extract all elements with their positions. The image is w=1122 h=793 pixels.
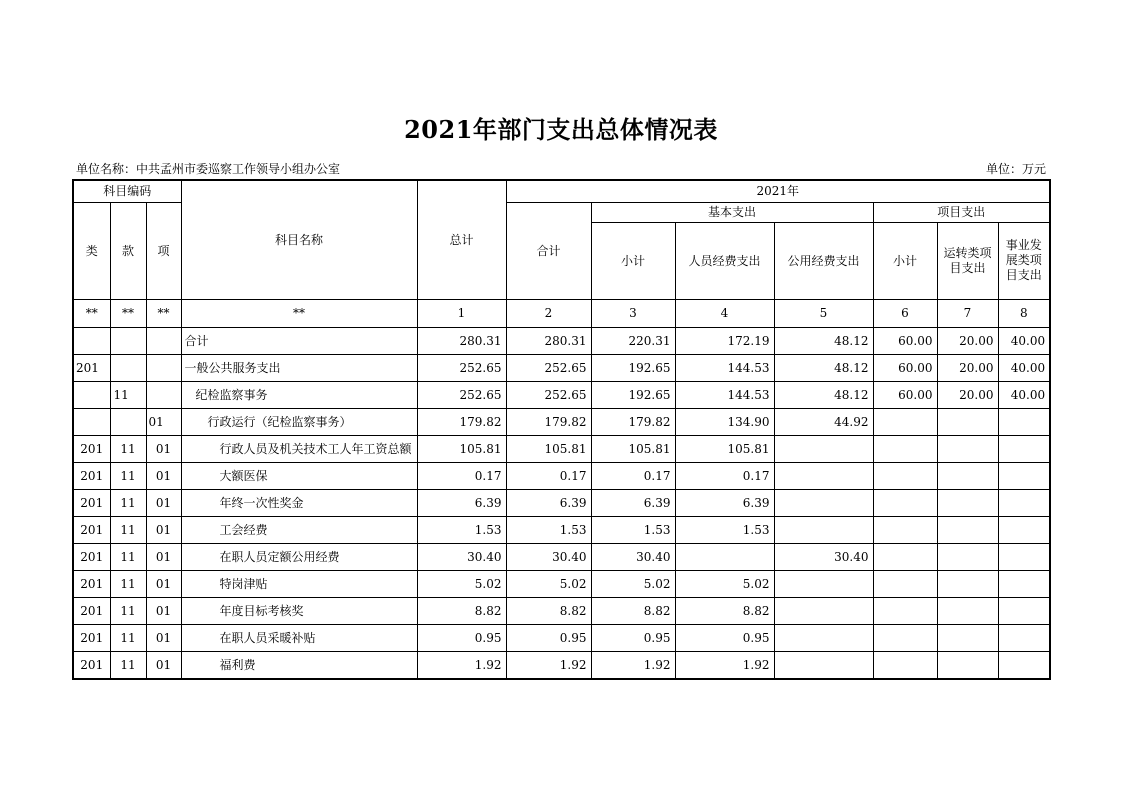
cell-basic-subtotal: 0.17	[591, 462, 675, 489]
cell-public	[774, 462, 873, 489]
cell-transfer: 20.00	[937, 327, 998, 354]
cell-basic-subtotal: 0.95	[591, 624, 675, 651]
cell-development: 40.00	[998, 354, 1050, 381]
cell-development	[998, 570, 1050, 597]
header-total: 总计	[417, 180, 506, 299]
cell-lei: 201	[73, 354, 110, 381]
cell-total: 1.53	[417, 516, 506, 543]
cell-heji: 0.95	[506, 624, 591, 651]
table-row	[73, 435, 1050, 462]
cell-development	[998, 597, 1050, 624]
cell-subject-name: 纪检监察事务	[181, 381, 417, 408]
cell-project-subtotal	[873, 624, 937, 651]
header-basic-subtotal: 小计	[591, 222, 675, 299]
index-cell: 4	[675, 299, 774, 327]
cell-project-subtotal	[873, 435, 937, 462]
table-row	[73, 543, 1050, 570]
cell-kuan: 11	[110, 570, 146, 597]
cell-public: 48.12	[774, 327, 873, 354]
cell-heji: 6.39	[506, 489, 591, 516]
index-cell: 6	[873, 299, 937, 327]
cell-development	[998, 651, 1050, 679]
cell-personnel: 1.92	[675, 651, 774, 679]
cell-project-subtotal	[873, 462, 937, 489]
cell-subject-name: 在职人员采暖补贴	[181, 624, 417, 651]
cell-lei: 201	[73, 624, 110, 651]
cell-basic-subtotal: 192.65	[591, 354, 675, 381]
header-project: 项目支出	[873, 202, 1050, 222]
cell-kuan	[110, 354, 146, 381]
cell-kuan: 11	[110, 381, 146, 408]
cell-lei: 201	[73, 516, 110, 543]
cell-total: 5.02	[417, 570, 506, 597]
cell-xiang: 01	[146, 597, 181, 624]
cell-development	[998, 624, 1050, 651]
cell-xiang: 01	[146, 570, 181, 597]
header-lei: 类	[73, 202, 110, 299]
index-cell: **	[146, 299, 181, 327]
cell-subject-name: 年终一次性奖金	[181, 489, 417, 516]
cell-subject-name: 行政运行（纪检监察事务）	[181, 408, 417, 435]
cell-development	[998, 516, 1050, 543]
cell-heji: 5.02	[506, 570, 591, 597]
table-row	[73, 462, 1050, 489]
header-heji: 合计	[506, 202, 591, 299]
cell-kuan: 11	[110, 597, 146, 624]
cell-public	[774, 435, 873, 462]
cell-personnel: 105.81	[675, 435, 774, 462]
cell-personnel: 5.02	[675, 570, 774, 597]
header-personnel: 人员经费支出	[675, 222, 774, 299]
cell-basic-subtotal: 179.82	[591, 408, 675, 435]
table-row	[73, 354, 1050, 381]
cell-kuan: 11	[110, 651, 146, 679]
cell-personnel: 8.82	[675, 597, 774, 624]
cell-transfer	[937, 462, 998, 489]
page-title: 2021年部门支出总体情况表	[404, 115, 718, 144]
cell-xiang: 01	[146, 651, 181, 679]
cell-personnel: 144.53	[675, 381, 774, 408]
header-xiang: 项	[146, 202, 181, 299]
table-row	[73, 489, 1050, 516]
cell-basic-subtotal: 220.31	[591, 327, 675, 354]
table-row	[73, 381, 1050, 408]
cell-development: 40.00	[998, 327, 1050, 354]
index-cell: 2	[506, 299, 591, 327]
currency-unit-label: 单位：万元	[985, 162, 1046, 176]
cell-lei: 201	[73, 543, 110, 570]
cell-transfer	[937, 543, 998, 570]
cell-subject-name: 福利费	[181, 651, 417, 679]
header-development: 事业发展类项目支出	[998, 222, 1050, 299]
cell-development	[998, 408, 1050, 435]
cell-lei: 201	[73, 435, 110, 462]
cell-public: 30.40	[774, 543, 873, 570]
cell-kuan: 11	[110, 462, 146, 489]
cell-personnel: 1.53	[675, 516, 774, 543]
cell-total: 1.92	[417, 651, 506, 679]
cell-transfer	[937, 651, 998, 679]
table-row	[73, 327, 1050, 354]
cell-transfer	[937, 489, 998, 516]
cell-development	[998, 543, 1050, 570]
cell-xiang: 01	[146, 543, 181, 570]
cell-personnel: 134.90	[675, 408, 774, 435]
cell-total: 252.65	[417, 354, 506, 381]
expenditure-table	[72, 179, 1051, 680]
cell-transfer	[937, 570, 998, 597]
cell-transfer	[937, 408, 998, 435]
cell-total: 8.82	[417, 597, 506, 624]
index-cell: **	[181, 299, 417, 327]
cell-kuan: 11	[110, 435, 146, 462]
cell-project-subtotal: 60.00	[873, 327, 937, 354]
cell-public: 48.12	[774, 381, 873, 408]
cell-heji: 0.17	[506, 462, 591, 489]
cell-heji: 1.92	[506, 651, 591, 679]
cell-xiang: 01	[146, 489, 181, 516]
cell-xiang	[146, 381, 181, 408]
header-kuan: 款	[110, 202, 146, 299]
cell-heji: 105.81	[506, 435, 591, 462]
header-code-group: 科目编码	[73, 180, 181, 202]
cell-subject-name: 行政人员及机关技术工人年工资总额	[181, 435, 417, 462]
cell-personnel: 0.17	[675, 462, 774, 489]
cell-heji: 8.82	[506, 597, 591, 624]
table-row	[73, 516, 1050, 543]
cell-development: 40.00	[998, 381, 1050, 408]
header-basic: 基本支出	[591, 202, 873, 222]
header-year: 2021年	[506, 180, 1050, 202]
index-cell: 5	[774, 299, 873, 327]
cell-xiang	[146, 354, 181, 381]
cell-lei: 201	[73, 597, 110, 624]
cell-basic-subtotal: 5.02	[591, 570, 675, 597]
cell-personnel: 0.95	[675, 624, 774, 651]
cell-personnel: 144.53	[675, 354, 774, 381]
cell-total: 30.40	[417, 543, 506, 570]
cell-total: 6.39	[417, 489, 506, 516]
cell-transfer	[937, 435, 998, 462]
cell-xiang: 01	[146, 462, 181, 489]
cell-public	[774, 489, 873, 516]
index-cell: 8	[998, 299, 1050, 327]
header-subject-name: 科目名称	[181, 180, 417, 299]
cell-xiang: 01	[146, 516, 181, 543]
cell-heji: 1.53	[506, 516, 591, 543]
table-row	[73, 597, 1050, 624]
cell-subject-name: 年度目标考核奖	[181, 597, 417, 624]
header-public: 公用经费支出	[774, 222, 873, 299]
cell-total: 179.82	[417, 408, 506, 435]
cell-public	[774, 570, 873, 597]
cell-basic-subtotal: 105.81	[591, 435, 675, 462]
cell-public: 48.12	[774, 354, 873, 381]
cell-project-subtotal	[873, 570, 937, 597]
cell-heji: 30.40	[506, 543, 591, 570]
cell-basic-subtotal: 192.65	[591, 381, 675, 408]
cell-transfer	[937, 516, 998, 543]
cell-total: 0.17	[417, 462, 506, 489]
cell-project-subtotal: 60.00	[873, 354, 937, 381]
cell-lei: 201	[73, 489, 110, 516]
cell-basic-subtotal: 6.39	[591, 489, 675, 516]
cell-subject-name: 合计	[181, 327, 417, 354]
cell-kuan	[110, 408, 146, 435]
cell-total: 252.65	[417, 381, 506, 408]
cell-total: 0.95	[417, 624, 506, 651]
table-row	[73, 570, 1050, 597]
cell-project-subtotal	[873, 408, 937, 435]
cell-xiang	[146, 327, 181, 354]
cell-public	[774, 624, 873, 651]
cell-subject-name: 在职人员定额公用经费	[181, 543, 417, 570]
cell-project-subtotal	[873, 651, 937, 679]
cell-development	[998, 462, 1050, 489]
cell-lei: 201	[73, 570, 110, 597]
header-project-subtotal: 小计	[873, 222, 937, 299]
cell-total: 280.31	[417, 327, 506, 354]
cell-heji: 280.31	[506, 327, 591, 354]
unit-name-label: 单位名称：中共孟州市委巡察工作领导小组办公室	[76, 162, 341, 176]
cell-basic-subtotal: 1.92	[591, 651, 675, 679]
table-row	[73, 651, 1050, 679]
cell-xiang: 01	[146, 408, 181, 435]
cell-total: 105.81	[417, 435, 506, 462]
cell-personnel: 6.39	[675, 489, 774, 516]
cell-subject-name: 大额医保	[181, 462, 417, 489]
cell-project-subtotal	[873, 543, 937, 570]
cell-basic-subtotal: 1.53	[591, 516, 675, 543]
index-cell: **	[110, 299, 146, 327]
cell-lei: 201	[73, 462, 110, 489]
cell-kuan: 11	[110, 516, 146, 543]
table-row	[73, 624, 1050, 651]
cell-subject-name: 一般公共服务支出	[181, 354, 417, 381]
cell-public	[774, 651, 873, 679]
cell-personnel	[675, 543, 774, 570]
cell-lei	[73, 408, 110, 435]
cell-heji: 252.65	[506, 354, 591, 381]
cell-development	[998, 435, 1050, 462]
cell-lei	[73, 381, 110, 408]
cell-public: 44.92	[774, 408, 873, 435]
cell-public	[774, 516, 873, 543]
cell-subject-name: 工会经费	[181, 516, 417, 543]
header-transfer: 运转类项目支出	[937, 222, 998, 299]
index-cell: 1	[417, 299, 506, 327]
cell-project-subtotal	[873, 597, 937, 624]
cell-project-subtotal	[873, 516, 937, 543]
index-cell: 3	[591, 299, 675, 327]
cell-project-subtotal: 60.00	[873, 381, 937, 408]
cell-personnel: 172.19	[675, 327, 774, 354]
cell-kuan: 11	[110, 489, 146, 516]
cell-heji: 179.82	[506, 408, 591, 435]
cell-basic-subtotal: 8.82	[591, 597, 675, 624]
cell-xiang: 01	[146, 435, 181, 462]
index-cell: **	[73, 299, 110, 327]
cell-kuan	[110, 327, 146, 354]
cell-transfer: 20.00	[937, 381, 998, 408]
table-row	[73, 408, 1050, 435]
cell-basic-subtotal: 30.40	[591, 543, 675, 570]
cell-subject-name: 特岗津贴	[181, 570, 417, 597]
cell-kuan: 11	[110, 624, 146, 651]
cell-xiang: 01	[146, 624, 181, 651]
cell-transfer	[937, 624, 998, 651]
cell-transfer	[937, 597, 998, 624]
cell-kuan: 11	[110, 543, 146, 570]
cell-transfer: 20.00	[937, 354, 998, 381]
cell-lei: 201	[73, 651, 110, 679]
cell-public	[774, 597, 873, 624]
cell-development	[998, 489, 1050, 516]
index-cell: 7	[937, 299, 998, 327]
cell-project-subtotal	[873, 489, 937, 516]
cell-heji: 252.65	[506, 381, 591, 408]
cell-lei	[73, 327, 110, 354]
